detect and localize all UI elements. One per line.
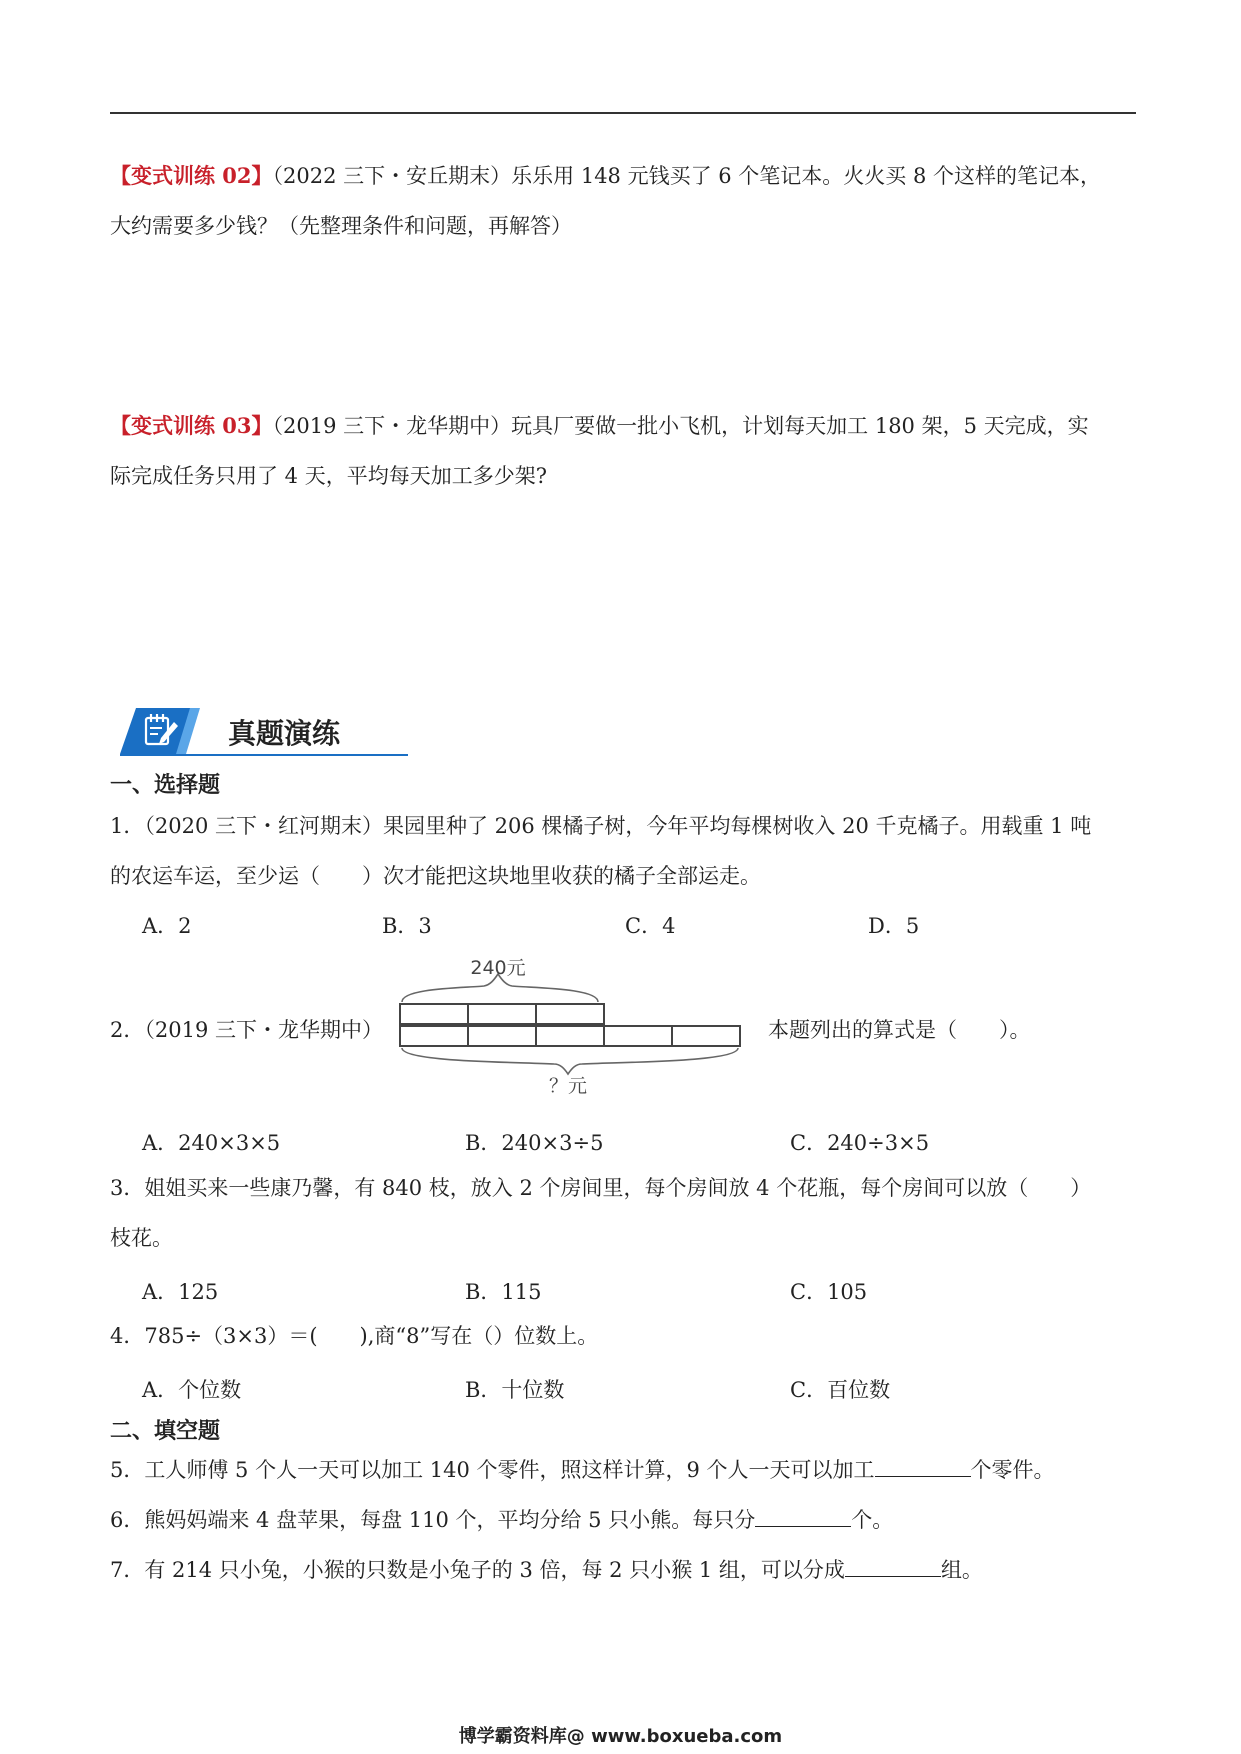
q3-option-a: A．125 xyxy=(142,1280,219,1304)
q4-option-c: C．百位数 xyxy=(790,1378,891,1402)
question-2-prefix: 2．（2019 三下・龙华期中） xyxy=(110,1018,383,1042)
diagram-top-label: 240元 xyxy=(470,958,526,979)
q2-segment-diagram xyxy=(394,958,750,1094)
question-1-line1: 1．（2020 三下・红河期末）果园里种了 206 棵橘子树，今年平均每棵树收入 20 千克橘子。用载重 1 吨 xyxy=(110,814,1092,838)
question-1-line2: 的农运车运，至少运（ ）次才能把这块地里收获的橘子全部运走。 xyxy=(110,864,761,888)
q1-option-d: D．5 xyxy=(868,914,920,938)
q2-option-c: C．240÷3×5 xyxy=(790,1131,930,1155)
q1-option-b: B．3 xyxy=(382,914,432,938)
q4-option-a: A．个位数 xyxy=(142,1378,242,1402)
q5-answer-blank[interactable] xyxy=(875,1456,971,1477)
exercise-03-line1 xyxy=(110,400,1089,452)
exercise-03-text: （2019 三下・龙华期中）玩具厂要做一批小飞机，计划每天加工 180 架，5 天完成，实 xyxy=(272,414,1089,438)
question-5: 5．工人师傅 5 个人一天可以加工 140 个零件，照这样计算，9 个人一天可以加工 个零件。 xyxy=(110,1458,1055,1482)
q2-option-a: A．240×3×5 xyxy=(142,1131,281,1155)
q3-option-c: C．105 xyxy=(790,1280,868,1304)
diagram-bottom-label: ？元 xyxy=(548,1075,588,1094)
section-2-heading: 二、填空题 xyxy=(110,1419,221,1444)
q7-answer-blank[interactable] xyxy=(845,1556,941,1577)
exercise-03-tag: 【变式训练 03】 xyxy=(110,413,273,438)
question-6: 6．熊妈妈端来 4 盘苹果，每盘 110 个，平均分给 5 只小熊。每只分 个。 xyxy=(110,1508,894,1532)
exercise-02-text: （2022 三下・安丘期末）乐乐用 148 元钱买了 6 个笔记本。火火买 8 个这样的笔记本， xyxy=(272,164,1102,188)
q1-option-a: A．2 xyxy=(142,914,192,938)
exercise-02-line1 xyxy=(110,150,1101,202)
question-7: 7．有 214 只小兔，小猴的只数是小兔子的 3 倍，每 2 只小猴 1 组，可以分成 组。 xyxy=(110,1558,983,1582)
exercise-02-line2: 大约需要多少钱？（先整理条件和问题，再解答） xyxy=(110,214,572,238)
question-3-line1: 3．姐姐买来一些康乃馨，有 840 枝，放入 2 个房间里，每个房间放 4 个花瓶，每个房间可以放（ ） xyxy=(110,1176,1092,1200)
question-3-line2: 枝花。 xyxy=(110,1226,173,1250)
section-banner xyxy=(118,702,410,758)
banner-title: 真题演练 xyxy=(228,717,341,750)
section-1-heading: 一、选择题 xyxy=(110,773,221,798)
q1-option-c: C．4 xyxy=(625,914,676,938)
q6-answer-blank[interactable] xyxy=(755,1506,851,1527)
q2-option-b: B．240×3÷5 xyxy=(465,1131,604,1155)
question-4-line1: 4．785÷（3×3）＝( ),商“8”写在（）位数上。 xyxy=(110,1324,599,1348)
question-2-suffix: 本题列出的算式是（ ）。 xyxy=(768,1018,1031,1042)
exercise-02-tag: 【变式训练 02】 xyxy=(110,163,273,188)
top-rule xyxy=(110,112,1136,114)
q4-option-b: B．十位数 xyxy=(465,1378,565,1402)
q3-option-b: B．115 xyxy=(465,1280,542,1304)
footer-watermark: 博学霸资料库@ www.boxueba.com xyxy=(458,1726,783,1747)
exercise-03-line2: 际完成任务只用了 4 天，平均每天加工多少架? xyxy=(110,464,547,488)
